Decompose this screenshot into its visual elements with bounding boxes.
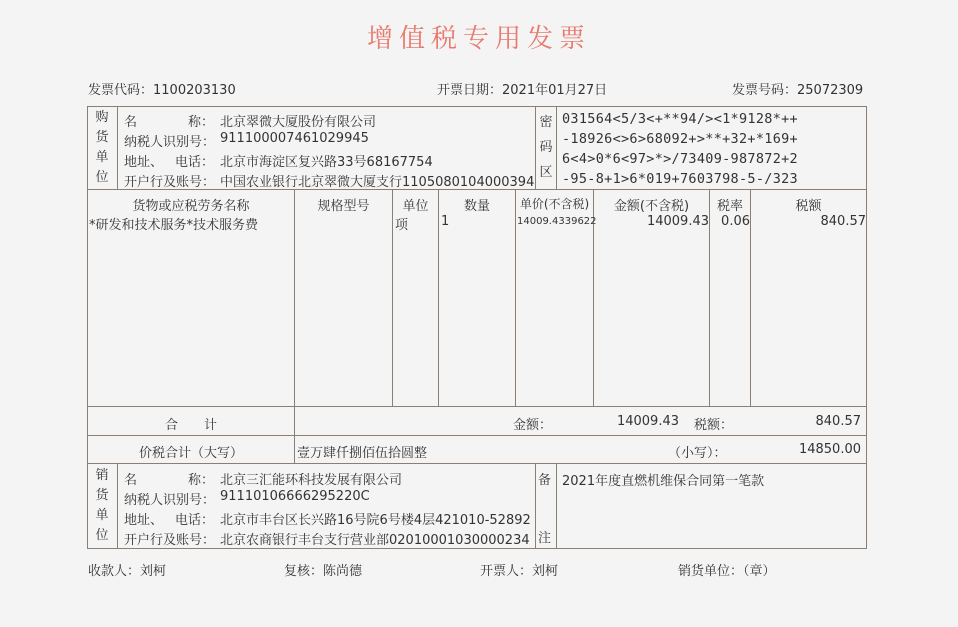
table-divider — [117, 463, 118, 549]
table-divider — [87, 435, 867, 436]
buyer-addr-label: 地址、 — [124, 155, 164, 170]
col-header-qty: 数量 — [463, 199, 490, 214]
col-header-amount: 金额(不含税) — [613, 199, 690, 214]
totals-label: 合 计 — [164, 418, 217, 433]
cipher-line: -95-8+1>6*019+7603798-5-/323 — [562, 171, 798, 187]
table-divider — [515, 189, 516, 407]
reviewer — [284, 560, 362, 579]
buyer-name: 北京翠微大厦股份有限公司 — [220, 115, 377, 130]
issuer-value: 刘柯 — [532, 564, 559, 579]
grand-total-words: 壹万肆仟捌佰伍拾圆整 — [297, 446, 428, 461]
grand-total-small-label: （小写）： — [668, 446, 727, 461]
invoice-date-value: 2021年01月27日 — [502, 83, 608, 98]
reviewer-label: 复核： — [284, 564, 324, 579]
item-name: *研发和技术服务*技术服务费 — [89, 218, 259, 233]
seller-tax-id-label: 纳税人识别号： — [124, 493, 216, 508]
buyer-tax-id-label: 纳税人识别号： — [124, 135, 216, 150]
item-amount: 14009.43 — [646, 214, 709, 229]
payee-value: 刘柯 — [140, 564, 167, 579]
buyer-address: 北京市海淀区复兴路33号68167754 — [220, 155, 433, 170]
invoice-title: 增值税专用发票 — [366, 24, 591, 54]
table-divider — [438, 189, 439, 407]
table-divider — [392, 189, 393, 407]
seller-name: 北京三汇能环科技发展有限公司 — [220, 473, 403, 488]
table-divider — [117, 106, 118, 190]
totals-amount: 14009.43 — [616, 414, 679, 429]
col-header-name: 货物或应税劳务名称 — [132, 199, 250, 214]
seller-bank-label: 开户行及账号： — [124, 533, 216, 548]
buyer-phone-label: 电话： — [175, 155, 215, 170]
reviewer-value: 陈尚德 — [323, 564, 363, 579]
table-border-right — [866, 106, 867, 549]
invoice-code — [88, 79, 236, 98]
col-header-tax: 税额 — [795, 199, 822, 214]
invoice-number — [732, 79, 863, 98]
col-header-price: 单价(不含税) — [519, 197, 590, 211]
seller-tax-id: 91110106666295220C — [220, 489, 370, 504]
invoice-date-label: 开票日期： — [437, 83, 503, 98]
item-qty: 1 — [441, 214, 450, 229]
invoice-date — [437, 79, 607, 98]
seller-address: 北京市丰台区长兴路16号院6号楼4层421010-52892 — [220, 513, 531, 528]
payee-label: 收款人： — [88, 564, 141, 579]
table-border-bottom — [87, 548, 867, 549]
seller-phone-label: 电话： — [175, 513, 215, 528]
item-unit: 项 — [395, 218, 409, 233]
invoice-code-value: 1100203130 — [153, 83, 236, 98]
remarks-label-bottom: 注 — [538, 531, 552, 546]
item-price: 14009.4339622 — [517, 216, 597, 227]
totals-amount-label: 金额： — [513, 418, 553, 433]
seller-side-label: 销 货 单 位 — [95, 468, 109, 543]
cipher-line: 031564<5/3<+**94/><1*9128*++ — [562, 111, 798, 127]
grand-total-label: 价税合计（大写） — [138, 446, 243, 461]
table-divider — [535, 463, 536, 549]
buyer-side-label: 购 货 单 位 — [95, 110, 109, 185]
item-rate: 0.06 — [721, 214, 750, 229]
remarks-text: 2021年度直燃机维保合同第一笔款 — [562, 474, 765, 489]
buyer-bank: 中国农业银行北京翠微大厦支行1105080104000394 — [220, 175, 535, 190]
buyer-tax-id: 911100007461029945 — [220, 131, 369, 146]
grand-total-number: 14850.00 — [798, 442, 861, 457]
col-header-unit: 单位 — [402, 199, 429, 214]
seller-addr-label: 地址、 — [124, 513, 164, 528]
invoice-code-label: 发票代码： — [88, 83, 154, 98]
cipher-line: -18926<>6>68092+>**+32+*169+ — [562, 131, 798, 147]
table-divider — [556, 463, 557, 549]
totals-tax: 840.57 — [815, 414, 861, 429]
remarks-label-top: 备 — [538, 473, 552, 488]
buyer-name-label-b: 称： — [188, 115, 215, 130]
totals-tax-label: 税额： — [694, 418, 734, 433]
buyer-name-label: 名 — [124, 115, 138, 130]
seller-name-label-b: 称： — [188, 473, 215, 488]
seller-bank: 北京农商银行丰台支行营业部02010001030000234 — [220, 533, 530, 548]
table-divider — [87, 463, 867, 464]
buyer-bank-label: 开户行及账号： — [124, 175, 216, 190]
table-border-top — [87, 106, 867, 107]
col-header-rate: 税率 — [716, 199, 743, 214]
seller-stamp-label: 销货单位：（章） — [678, 564, 776, 579]
seller-name-label: 名 — [124, 473, 138, 488]
issuer-label: 开票人： — [480, 564, 533, 579]
invoice-number-label: 发票号码： — [732, 83, 798, 98]
table-divider — [294, 189, 295, 464]
col-header-spec: 规格型号 — [317, 199, 370, 214]
item-tax: 840.57 — [820, 214, 866, 229]
payee — [88, 560, 166, 579]
issuer — [480, 560, 558, 579]
invoice-number-value: 25072309 — [797, 83, 864, 98]
cipher-side-label: 密 码 区 — [539, 115, 553, 180]
cipher-line: 6<4>0*6<97>*>/73409-987872+2 — [562, 151, 798, 167]
